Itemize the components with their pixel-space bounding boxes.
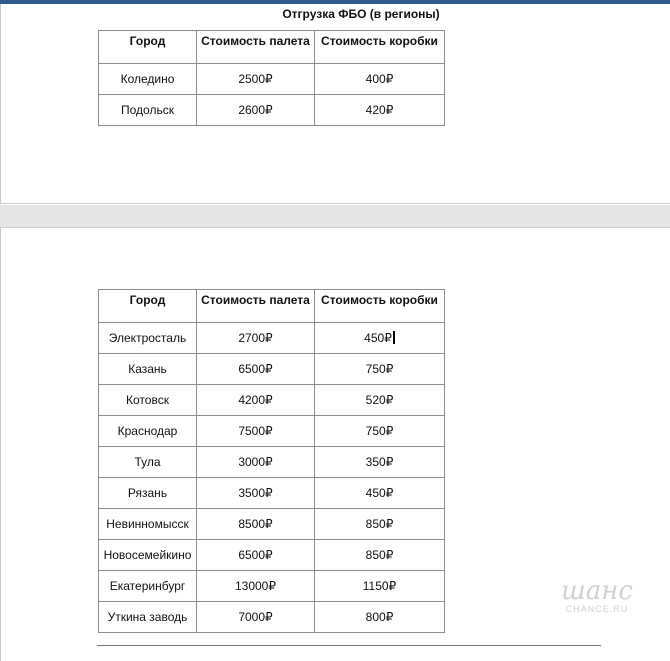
header-city[interactable]: Город (99, 290, 197, 323)
cell-city[interactable]: Подольск (99, 95, 197, 126)
cell-pallet-cost[interactable]: 3000₽ (197, 447, 315, 478)
cell-box-cost-value: 450₽ (364, 331, 392, 345)
cell-box-cost[interactable]: 350₽ (315, 447, 445, 478)
cell-box-cost[interactable]: 450₽ (315, 478, 445, 509)
cell-pallet-cost[interactable]: 8500₽ (197, 509, 315, 540)
document-page-1[interactable] (0, 4, 670, 204)
header-box-cost[interactable]: Стоимость коробки (315, 290, 445, 323)
table-row (99, 385, 445, 416)
cell-city[interactable]: Невинномысск (99, 509, 197, 540)
cell-pallet-cost[interactable]: 4200₽ (197, 385, 315, 416)
cell-box-cost[interactable]: 850₽ (315, 509, 445, 540)
watermark-domain: CHANCE.RU (565, 604, 629, 614)
cell-pallet-cost[interactable]: 13000₽ (197, 571, 315, 602)
cell-box-cost[interactable]: 520₽ (315, 385, 445, 416)
shipping-table-1[interactable] (98, 30, 445, 126)
cell-box-cost[interactable]: 750₽ (315, 354, 445, 385)
cell-pallet-cost[interactable]: 6500₽ (197, 354, 315, 385)
text-cursor (393, 331, 395, 344)
watermark-logo: шанс (561, 576, 633, 606)
table-row (99, 416, 445, 447)
table-row (99, 95, 445, 126)
table-row (99, 323, 445, 354)
table-row (99, 478, 445, 509)
table-row (99, 354, 445, 385)
cell-pallet-cost[interactable]: 3500₽ (197, 478, 315, 509)
cell-city[interactable]: Казань (99, 354, 197, 385)
table-row (99, 447, 445, 478)
cell-box-cost[interactable]: 850₽ (315, 540, 445, 571)
table-row (99, 509, 445, 540)
header-pallet-cost[interactable]: Стоимость палета (197, 31, 315, 64)
cell-city[interactable]: Уткина заводь (99, 602, 197, 633)
table-row (99, 540, 445, 571)
header-city[interactable]: Город (99, 31, 197, 64)
cell-pallet-cost[interactable]: 7000₽ (197, 602, 315, 633)
cell-pallet-cost[interactable]: 2700₽ (197, 323, 315, 354)
page-separator (0, 205, 670, 227)
shipping-table-2[interactable] (98, 289, 445, 633)
table-header-row (99, 31, 445, 64)
cell-city[interactable]: Краснодар (99, 416, 197, 447)
cell-pallet-cost[interactable]: 7500₽ (197, 416, 315, 447)
cell-city[interactable]: Электросталь (99, 323, 197, 354)
cell-box-cost[interactable] (315, 323, 445, 354)
cell-box-cost[interactable]: 400₽ (315, 64, 445, 95)
document-title: Отгрузка ФБО (в регионы) (282, 7, 440, 21)
cell-pallet-cost[interactable]: 2600₽ (197, 95, 315, 126)
cell-box-cost[interactable]: 420₽ (315, 95, 445, 126)
cell-city[interactable]: Тула (99, 447, 197, 478)
cell-city[interactable]: Котовск (99, 385, 197, 416)
footnote-separator (97, 645, 601, 646)
cell-box-cost[interactable]: 800₽ (315, 602, 445, 633)
cell-pallet-cost[interactable]: 6500₽ (197, 540, 315, 571)
cell-city[interactable]: Рязань (99, 478, 197, 509)
table-row (99, 602, 445, 633)
cell-pallet-cost[interactable]: 2500₽ (197, 64, 315, 95)
table-row (99, 64, 445, 95)
cell-city[interactable]: Коледино (99, 64, 197, 95)
table-row (99, 571, 445, 602)
cell-box-cost[interactable]: 1150₽ (315, 571, 445, 602)
cell-box-cost[interactable]: 750₽ (315, 416, 445, 447)
cell-city[interactable]: Екатеринбург (99, 571, 197, 602)
cell-city[interactable]: Новосемейкино (99, 540, 197, 571)
watermark (542, 578, 652, 614)
header-box-cost[interactable]: Стоимость коробки (315, 31, 445, 64)
header-pallet-cost[interactable]: Стоимость палета (197, 290, 315, 323)
table-header-row (99, 290, 445, 323)
